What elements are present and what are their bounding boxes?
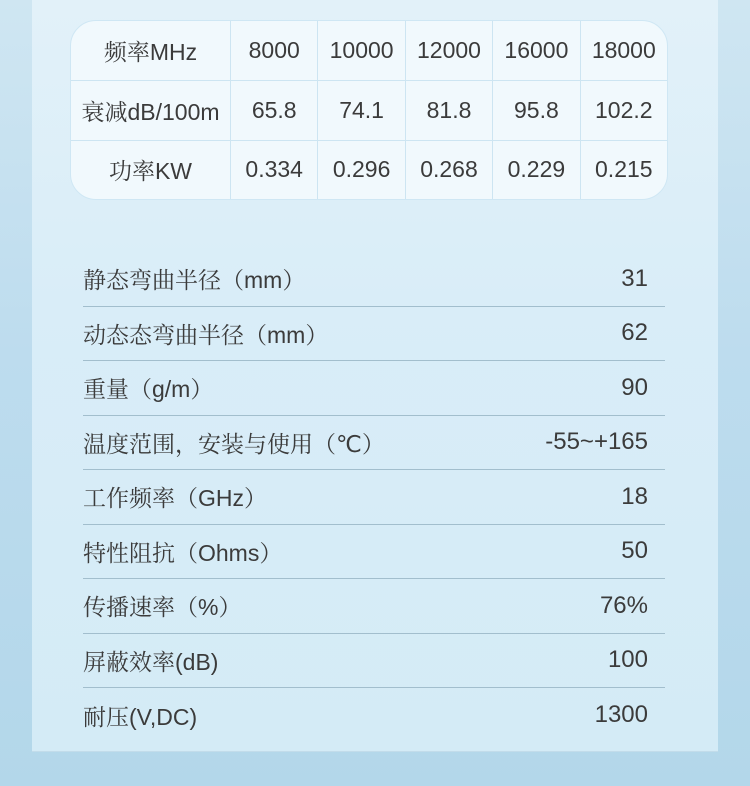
table-cell: 16000 — [492, 21, 579, 80]
spec-label: 屏蔽效率(dB) — [83, 648, 219, 675]
spec-value: 76% — [599, 591, 648, 619]
spec-label: 耐压(V,DC) — [83, 703, 198, 730]
spec-value: 50 — [621, 537, 648, 565]
table-cell: 18000 — [580, 21, 667, 80]
spec-row-operating-frequency — [83, 470, 665, 525]
table-cell: 0.268 — [405, 140, 492, 199]
spec-value: 31 — [621, 264, 648, 292]
table-cell: 95.8 — [492, 80, 579, 139]
spec-row-temperature-range — [83, 416, 665, 471]
frequency-attenuation-table — [70, 20, 668, 200]
spec-row-static-bend-radius — [83, 252, 665, 307]
spec-label: 动态态弯曲半径（mm） — [83, 321, 329, 348]
spec-label: 传播速率（%） — [83, 594, 242, 621]
spec-value: 18 — [621, 482, 648, 510]
spec-value: 1300 — [594, 701, 648, 729]
spec-row-velocity-of-propagation — [83, 579, 665, 634]
table-cell: 0.334 — [230, 140, 317, 199]
spec-value: 90 — [621, 373, 648, 401]
spec-label: 特性阻抗（Ohms） — [83, 539, 283, 566]
spec-label: 重量（g/m） — [83, 376, 214, 403]
spec-label: 静态弯曲半径（mm） — [83, 267, 306, 294]
spec-label: 工作频率（GHz） — [83, 485, 267, 512]
table-cell: 65.8 — [230, 80, 317, 139]
table-cell: 102.2 — [580, 80, 667, 139]
row-label-attenuation: 衰减dB/100m — [71, 80, 230, 139]
row-label-frequency: 频率MHz — [103, 39, 198, 66]
spec-list — [83, 252, 665, 743]
row-label-power: 功率KW — [71, 140, 230, 199]
table-cell: 10000 — [317, 21, 404, 80]
table-cell: 12000 — [405, 21, 492, 80]
table-cell: 74.1 — [317, 80, 404, 139]
table-cell: 8000 — [230, 21, 317, 80]
table-cell: 0.296 — [317, 140, 404, 199]
spec-value: 62 — [621, 319, 648, 347]
spec-row-weight — [83, 361, 665, 416]
table-cell: 81.8 — [405, 80, 492, 139]
table-cell: 0.229 — [492, 140, 579, 199]
spec-value: 100 — [607, 646, 648, 674]
spec-row-dynamic-bend-radius — [83, 307, 665, 362]
spec-panel — [32, 0, 718, 752]
spec-row-shielding-effectiveness — [83, 634, 665, 689]
spec-row-withstand-voltage — [83, 688, 665, 743]
table-cell: 0.215 — [580, 140, 667, 199]
spec-label: 温度范围，安装与使用（℃） — [83, 430, 385, 457]
spec-row-impedance — [83, 525, 665, 580]
spec-value: -55~+165 — [545, 428, 648, 456]
